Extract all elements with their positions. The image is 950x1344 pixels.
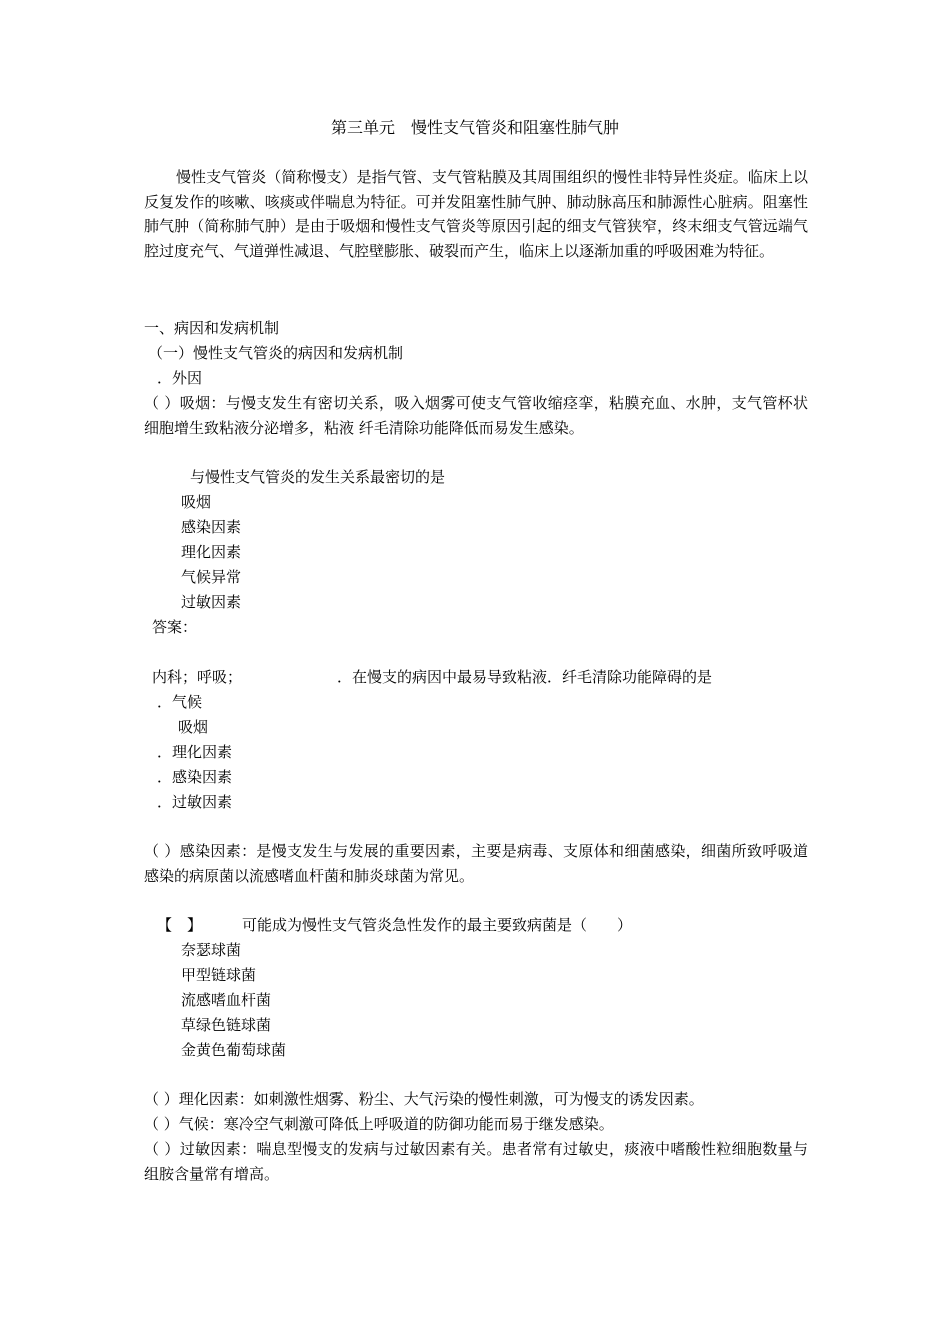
question-2-option: 吸烟 [178,718,209,736]
question-1-option: 理化因素 [181,543,242,561]
subsection-heading: （一）慢性支气管炎的病因和发病机制 [148,344,404,362]
question-3-stem: 可能成为慢性支气管炎急性发作的最主要致病菌是（ ） [242,916,633,934]
question-2-option: ．感染因素 [157,768,233,786]
question-3-option: 甲型链球菌 [181,966,257,984]
question-3-option: 流感嗜血杆菌 [181,991,272,1009]
question-1-option: 吸烟 [181,493,212,511]
question-2-stem: ．在慢支的病因中最易导致粘液．纤毛清除功能障碍的是 [337,668,713,686]
question-1-option: 气候异常 [181,568,242,586]
page-title: 第三单元 慢性支气管炎和阻塞性肺气肿 [330,118,619,137]
question-2-option: ．过敏因素 [157,793,233,811]
question-3-option: 奈瑟球菌 [181,941,242,959]
physchem-paragraph: （ ）理化因素：如刺激性烟雾、粉尘、大气污染的慢性刺激，可为慢支的诱发因素。 [144,1090,704,1108]
allergy-paragraph: （ ）过敏因素：喘息型慢支的发病与过敏因素有关。患者常有过敏史，痰液中嗜酸性粒细胞数量与组胺含量常有增高。 [144,1140,808,1183]
question-2-source: 内科；呼吸； [152,668,243,686]
section-heading: 一、病因和发病机制 [144,319,280,337]
question-1-option: 感染因素 [181,518,242,536]
question-3-option: 草绿色链球菌 [181,1016,272,1034]
question-3-bracket: 【 】 [157,916,203,934]
question-2-option: ．理化因素 [157,743,233,761]
question-3-option: 金黄色葡萄球菌 [181,1041,287,1059]
intro-paragraph: 慢性支气管炎（简称慢支）是指气管、支气管粘膜及其周围组织的慢性非特异性炎症。临床上以反复发作的咳嗽、咳痰或伴喘息为特征。可并发阻塞性肺气肿、肺动脉高压和肺源性心脏病。阻塞性肺气肿（简称肺气肿）是由于吸烟和慢性支气管炎等原因引起的细支气管狭窄，终末细支气管远端气腔过度充气、气道弹性减退、气腔壁膨胀、破裂而产生，临床上以逐渐加重的呼吸困难为特征。 [144,168,808,260]
item-heading: ．外因 [157,369,203,387]
question-1-option: 过敏因素 [181,593,242,611]
question-1-stem: 与慢性支气管炎的发生关系最密切的是 [190,468,446,486]
question-2-option: ．气候 [157,693,203,711]
infection-paragraph: （ ）感染因素：是慢支发生与发展的重要因素，主要是病毒、支原体和细菌感染，细菌所致呼吸道感染的病原菌以流感嗜血杆菌和肺炎球菌为常见。 [144,842,808,885]
climate-paragraph: （ ）气候：寒冷空气刺激可降低上呼吸道的防御功能而易于继发感染。 [144,1115,614,1133]
smoking-paragraph: （ ）吸烟：与慢支发生有密切关系，吸入烟雾可使支气管收缩痉挛，粘膜充血、水肿，支气管杯状细胞增生致粘液分泌增多，粘液 纤毛清除功能降低而易发生感染。 [144,394,808,437]
question-1-answer-label: 答案： [152,618,198,636]
